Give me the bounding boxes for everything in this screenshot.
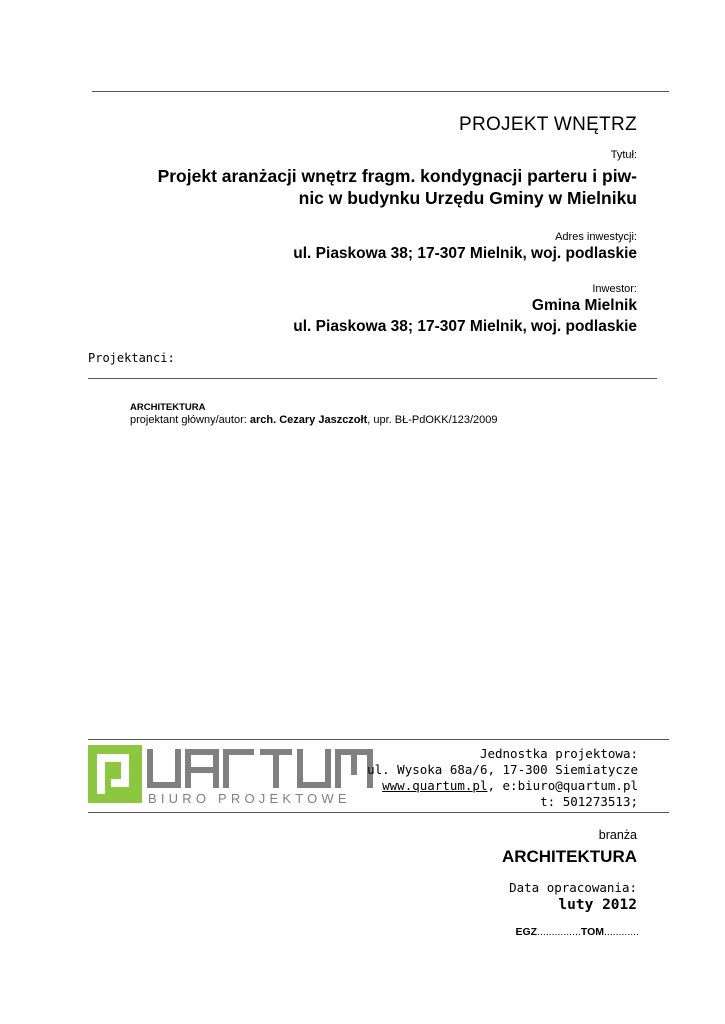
company-bottom-divider <box>88 812 669 813</box>
address-label: Adres inwestycji: <box>555 231 637 243</box>
designer-prefix: projektant główny/autor: <box>130 414 250 426</box>
logo-letter-a <box>188 752 216 788</box>
designers-label: Projektanci: <box>88 351 175 365</box>
date-label: Data opracowania: <box>509 880 637 895</box>
company-info <box>367 746 638 810</box>
title-label: Tytuł: <box>610 149 637 161</box>
date-value: luty 2012 <box>558 897 637 913</box>
egz-label: EGZ <box>515 926 538 938</box>
tom-label: TOM <box>580 926 604 938</box>
designers-section: ARCHITEKTURA <box>130 402 206 413</box>
designer-line <box>130 414 498 426</box>
logo-q-block <box>88 745 142 803</box>
designer-license: , upr. BŁ-PdOKK/123/2009 <box>367 414 498 426</box>
tom-dots: ............ <box>603 926 639 938</box>
project-title-line-1: Projekt aranżacji wnętrz fragm. kondygnacji parteru i piw- <box>157 166 637 186</box>
logo-letter-u <box>150 749 178 785</box>
logo-letter-t <box>260 752 292 788</box>
website-link[interactable]: www.quartum.pl <box>382 778 488 793</box>
document-type: PROJEKT WNĘTRZ <box>458 114 637 135</box>
branch-label: branża <box>598 828 637 842</box>
top-divider <box>92 91 669 92</box>
investor-name: Gmina Mielnik <box>531 297 637 314</box>
company-contact <box>367 778 638 794</box>
investment-address: ul. Piaskowa 38; 17-307 Mielnik, woj. podlaskie <box>293 245 637 262</box>
designers-divider <box>88 378 657 379</box>
egz-dots: ............... <box>537 926 581 938</box>
investor-label: Inwestor: <box>592 283 637 295</box>
quartum-logo <box>88 745 378 805</box>
logo-letter-m <box>338 752 370 788</box>
copy-volume-line <box>515 926 639 938</box>
designer-name: arch. Cezary Jaszczołt <box>249 414 368 426</box>
investor-address: ul. Piaskowa 38; 17-307 Mielnik, woj. podlaskie <box>293 318 637 335</box>
company-address: ul. Wysoka 68a/6, 17-300 Siemiatycze <box>367 762 638 777</box>
company-phone: t: 501273513; <box>540 794 638 809</box>
company-top-divider <box>88 739 669 740</box>
logo-letter-r <box>226 752 254 788</box>
project-title-line-2: nic w budynku Urzędu Gminy w Mielniku <box>298 188 637 208</box>
logo-subtitle: BIURO PROJEKTOWE <box>148 791 351 805</box>
project-title <box>77 165 637 209</box>
company-label: Jednostka projektowa: <box>479 746 638 761</box>
logo-letters <box>150 749 370 788</box>
company-email: , e:biuro@quartum.pl <box>487 778 638 793</box>
branch-value: ARCHITEKTURA <box>501 847 637 866</box>
logo-letter-u2 <box>300 749 328 785</box>
quartum-logo-graphic <box>88 745 378 805</box>
